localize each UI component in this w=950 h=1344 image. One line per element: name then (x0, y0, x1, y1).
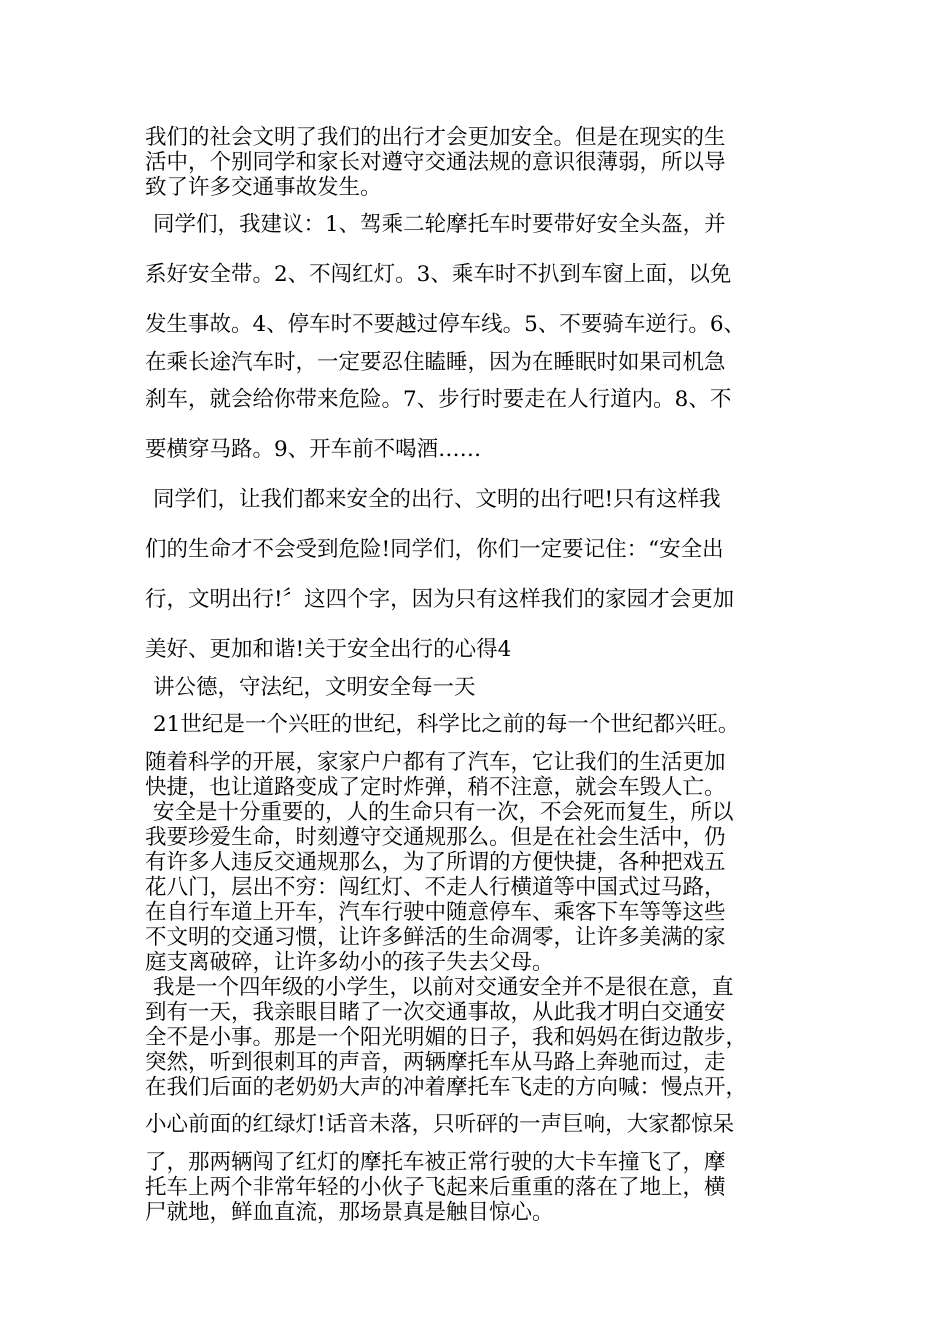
text-line: 致了许多交通事故发生。 (145, 175, 382, 200)
text-line: 21世纪是一个兴旺的世纪，科学比之前的每一个世纪都兴旺。 (153, 712, 740, 737)
text-line: 庭支离破碎，让许多幼小的孩子失去父母。 (145, 950, 554, 975)
text-line: 刹车，就会给你带来危险。7、步行时要走在人行道内。8、不 (145, 387, 732, 412)
text-line: 在自行车道上开车，汽车行驶中随意停车、乘客下车等等这些 (145, 900, 726, 925)
text-line: 发生事故。4、停车时不要越过停车线。5、不要骑车逆行。6、 (145, 312, 746, 337)
text-line: 同学们，让我们都来安全的出行、文明的出行吧!只有这样我 (153, 487, 721, 512)
text-line: 托车上两个非常年轻的小伙子飞起来后重重的落在了地上，横 (145, 1175, 726, 1200)
text-line: 了，那两辆闯了红灯的摩托车被正常行驶的大卡车撞飞了，摩 (145, 1150, 726, 1175)
text-line: 快捷，也让道路变成了定时炸弹，稍不注意，就会车毁人亡。 (145, 775, 726, 800)
text-line: 要横穿马路。9、开车前不喝酒…… (145, 437, 482, 462)
text-line: 小心前面的红绿灯!话音未落，只听砰的一声巨响，大家都惊呆 (145, 1112, 735, 1137)
text-line: 随着科学的开展，家家户户都有了汽车，它让我们的生活更加 (145, 750, 726, 775)
text-line: 系好安全带。2、不闯红灯。3、乘车时不扒到车窗上面，以免 (145, 262, 732, 287)
text-line: 安全是十分重要的，人的生命只有一次，不会死而复生，所以 (153, 800, 734, 825)
text-line: 我是一个四年级的小学生，以前对交通安全并不是很在意，直 (153, 975, 734, 1000)
text-line: 到有一天，我亲眼目睹了一次交通事故，从此我才明白交通安 (145, 1000, 726, 1025)
text-line: 我们的社会文明了我们的出行才会更加安全。但是在现实的生 (145, 125, 726, 150)
text-line: 在乘长途汽车时，一定要忍住瞌睡，因为在睡眠时如果司机急 (145, 350, 726, 375)
text-line: 有许多人违反交通规那么，为了所谓的方便快捷，各种把戏五 (145, 850, 726, 875)
text-line: 同学们，我建议：1、驾乘二轮摩托车时要带好安全头盔，并 (153, 212, 726, 237)
text-line: 行，文明出行!〞这四个字，因为只有这样我们的家园才会更加 (145, 587, 735, 612)
text-line: 全不是小事。那是一个阳光明媚的日子，我和妈妈在街边散步， (145, 1025, 748, 1050)
text-line: 尸就地，鲜血直流，那场景真是触目惊心。 (145, 1200, 554, 1225)
text-line: 活中，个别同学和家长对遵守交通法规的意识很薄弱，所以导 (145, 150, 726, 175)
text-line: 讲公德，守法纪，文明安全每一天 (153, 675, 476, 700)
text-line: 们的生命才不会受到危险!同学们，你们一定要记住：“安全出 (145, 537, 724, 562)
text-line: 美好、更加和谐!关于安全出行的心得4 (145, 637, 512, 662)
text-line: 在我们后面的老奶奶大声的冲着摩托车飞走的方向喊：慢点开， (145, 1075, 748, 1100)
text-line: 花八门，层出不穷：闯红灯、不走人行横道等中国式过马路， (145, 875, 726, 900)
text-line: 我要珍爱生命，时刻遵守交通规那么。但是在社会生活中，仍 (145, 825, 726, 850)
text-line: 不文明的交通习惯，让许多鲜活的生命凋零，让许多美满的家 (145, 925, 726, 950)
text-line: 突然，听到很刺耳的声音，两辆摩托车从马路上奔驰而过，走 (145, 1050, 726, 1075)
